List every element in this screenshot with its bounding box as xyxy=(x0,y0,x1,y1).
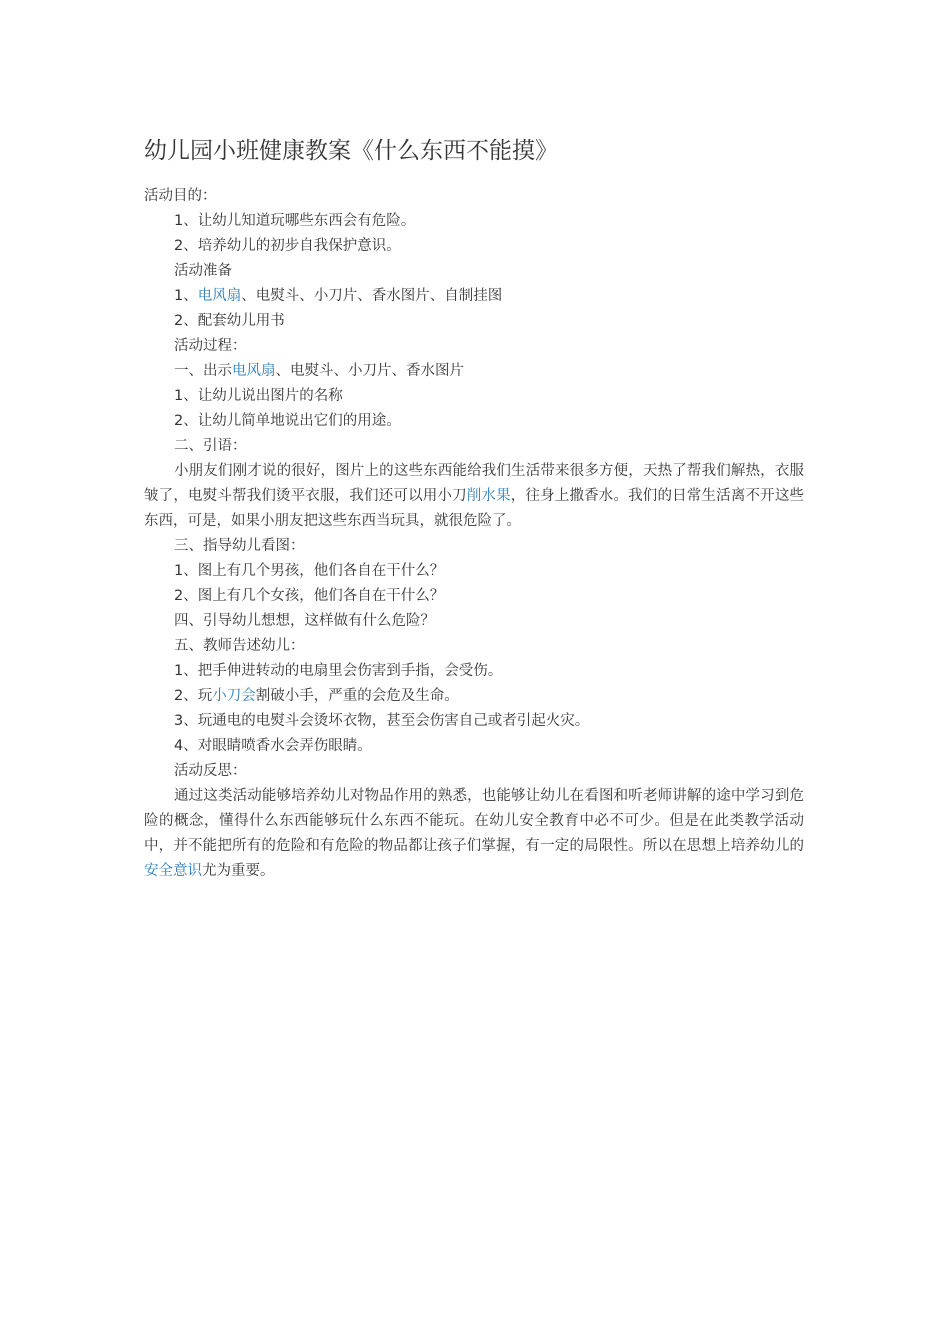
prep-item-2: 2、配套幼儿用书 xyxy=(174,313,285,329)
reflection-text-a: 通过这类活动能够培养幼儿对物品作用的熟悉，也能够让幼儿在看图和听老师讲解的途中学习到危险的概念，懂得什么东西能够玩什么东西不能玩。在幼儿安全教育中必不可少。但是在此类教学活动中，并不能把所有的危险和有危险的物品都让孩子们掌握，有一定的局限性。所以在思想上培养幼儿的 xyxy=(144,788,804,854)
step1-electric-fan-link[interactable]: 电风扇 xyxy=(232,363,276,379)
prep-item-1-number: 1、 xyxy=(174,288,198,304)
step1-item-2: 2、让幼儿简单地说出它们的用途。 xyxy=(174,413,401,429)
reflection-paragraph xyxy=(144,784,804,884)
step2-text-a: 小朋友们刚才说的很好，图片上的这些东西能给我们生活带来很多方便，天热了帮我们解热，衣服皱了，电熨斗帮我们烫平衣服，我们还可以用小刀 xyxy=(144,463,804,504)
page-title: 幼儿园小班健康教案《什么东西不能摸》 xyxy=(144,138,558,164)
step2-paragraph xyxy=(144,459,804,534)
step1-heading xyxy=(144,359,804,384)
step3-item-1: 1、图上有几个男孩，他们各自在干什么？ xyxy=(174,563,445,579)
step1-rest: 、电熨斗、小刀片、香水图片 xyxy=(275,363,464,379)
reflection-heading: 活动反思： xyxy=(174,763,247,779)
electric-fan-link[interactable]: 电风扇 xyxy=(197,288,242,304)
prep-item-1-rest: 、电熨斗、小刀片、香水图片、自制挂图 xyxy=(241,288,503,304)
step3-item-2: 2、图上有几个女孩，他们各自在干什么？ xyxy=(174,588,445,604)
prep-item-1 xyxy=(144,284,804,309)
step5-heading: 五、教师告述幼儿： xyxy=(174,638,305,654)
document-body xyxy=(144,184,804,884)
step5-item-1: 1、把手伸进转动的电扇里会伤害到手指，会受伤。 xyxy=(174,663,503,679)
prep-heading: 活动准备 xyxy=(174,263,232,279)
goals-heading: 活动目的： xyxy=(144,188,217,204)
step3-heading: 三、指导幼儿看图： xyxy=(174,538,305,554)
step4-heading: 四、引导幼儿想想，这样做有什么危险？ xyxy=(174,613,435,629)
step5-item-2-prefix: 2、玩 xyxy=(174,688,213,704)
step1-prefix: 一、出示 xyxy=(174,363,232,379)
small-knife-link[interactable]: 小刀会 xyxy=(212,688,256,704)
step5-item-4: 4、对眼睛喷香水会弄伤眼睛。 xyxy=(174,738,372,754)
goal-item-2: 2、培养幼儿的初步自我保护意识。 xyxy=(174,238,401,254)
step2-text-b: ，往身上撒香水。我们的日常生活离不开这些东西，可是，如果小朋友把这些东西当玩具，就很危险了。 xyxy=(144,488,805,529)
process-heading: 活动过程： xyxy=(174,338,247,354)
step5-item-2 xyxy=(144,684,804,709)
step2-heading: 二、引语： xyxy=(174,438,247,454)
goal-item-1: 1、让幼儿知道玩哪些东西会有危险。 xyxy=(174,213,416,229)
cut-fruit-link[interactable]: 削水果 xyxy=(466,488,511,504)
step5-item-2-rest: 割破小手，严重的会危及生命。 xyxy=(255,688,459,704)
step1-item-1: 1、让幼儿说出图片的名称 xyxy=(174,388,343,404)
reflection-text-b: 尤为重要。 xyxy=(202,863,275,879)
step5-item-3: 3、玩通电的电熨斗会烫坏衣物，甚至会伤害自己或者引起火灾。 xyxy=(174,713,590,729)
safety-awareness-link[interactable]: 安全意识 xyxy=(144,863,202,879)
